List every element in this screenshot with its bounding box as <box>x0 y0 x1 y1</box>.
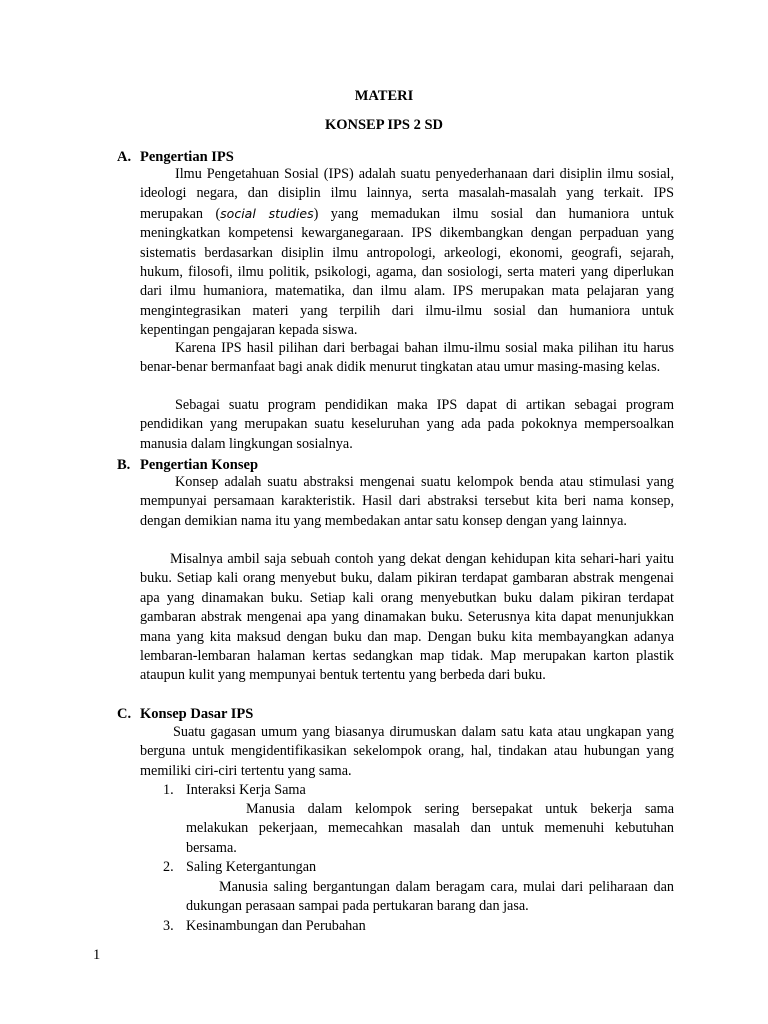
section-c-letter: C. <box>117 706 132 722</box>
section-b-title: Pengertian Konsep <box>140 457 259 473</box>
list-item-text: Manusia saling bergantungan dalam beragam cara, mulai dari peliharaan dan dukungan perasaan sampai pada pertukaran barang dan jasa. <box>186 879 674 915</box>
section-a-paragraph-3: Sebagai suatu program pendidikan maka IPS dapat di artikan sebagai program pendidikan yang merupakan suatu keseluruhan yang ada pada pokoknya mempersoalkan manusia dalam lingkungan sosialnya. <box>140 397 674 452</box>
section-a-paragraph-2: Karena IPS hasil pilihan dari berbagai bahan ilmu-ilmu sosial maka pilihan itu harus benar-benar bermanfaat bagi anak didik menurut tingkatan atau umur masing-masing kelas. <box>140 340 674 376</box>
document-title: MATERI <box>354 88 414 104</box>
section-b-letter: B. <box>117 457 131 473</box>
section-c-title: Konsep Dasar IPS <box>140 706 254 722</box>
list-item-text: Manusia dalam kelompok sering bersepakat untuk bekerja sama melakukan pekerjaan, memecahkan masalah dan untuk memenuhi kebutuhan bersama. <box>186 801 674 856</box>
list-item-number: 1. <box>163 782 174 798</box>
section-a-letter: A. <box>117 149 132 165</box>
document-subtitle: KONSEP IPS 2 SD <box>324 117 444 133</box>
list-item-number: 2. <box>163 859 174 875</box>
list-item-number: 3. <box>163 918 174 934</box>
list-item-title: Kesinambungan dan Perubahan <box>186 918 366 934</box>
page-number: 1 <box>93 947 101 963</box>
section-b-paragraph-1: Konsep adalah suatu abstraksi mengenai suatu kelompok benda atau stimulasi yang mempunyai persamaan karakteristik. Hasil dari abstraksi tersebut kita beri nama konsep, dengan demikian nama itu yang membedakan antar satu konsep dengan yang lainnya. <box>140 474 674 529</box>
section-a-title: Pengertian IPS <box>140 149 234 165</box>
section-c-paragraph-1: Suatu gagasan umum yang biasanya dirumuskan dalam satu kata atau ungkapan yang berguna untuk mengidentifikasikan sekelompok orang, hal, tindakan atau hubungan yang memiliki ciri-ciri tertentu yang sama. <box>140 724 674 779</box>
list-item-title: Saling Ketergantungan <box>186 859 317 875</box>
list-item-title: Interaksi Kerja Sama <box>186 782 306 798</box>
section-a-paragraph-1: Ilmu Pengetahuan Sosial (IPS) adalah suatu penyederhanaan dari disiplin ilmu sosial, ideologi negara, dan disiplin ilmu lainnya, serta masalah-masalah yang terkait. IPS merupakan (social studies) yang memadukan ilmu sosial dan humaniora untuk meningkatkan kompetensi kewarganegaraan. IPS dikembangkan dengan perpaduan yang sistematis berdasarkan disiplin ilmu antropologi, arkeologi, ekonomi, geografi, sejarah, hukum, filosofi, ilmu politik, psikologi, agama, dan sosiologi, serta materi yang diperlukan dari ilmu humaniora, matematika, dan ilmu alam. IPS merupakan mata pelajaran yang mengintegrasikan materi yang terpilih dari ilmu-ilmu sosial dan humaniora untuk kepentingan pengajaran kepada siswa. <box>140 166 674 339</box>
italic-term: social studies <box>220 205 314 221</box>
section-b-paragraph-2: Misalnya ambil saja sebuah contoh yang dekat dengan kehidupan kita sehari-hari yaitu buku. Setiap kali orang menyebut buku, dalam pikiran terdapat gambaran abstrak mengenai apa yang dinamakan buku. Setiap kali orang menyebutkan buku dalam pikiran terdapat gambaran abstrak mengenai apa yang dinamakan buku. Seterusnya kita dapat menunjukkan mana yang kita maksud dengan buku dan map. Dengan buku kita membayangkan adanya lembaran-lembaran halaman kertas sedangkan map tidak. Map merupakan karton plastik ataupun kulit yang mempunyai bentuk tertentu yang berbeda dari buku. <box>140 551 674 684</box>
